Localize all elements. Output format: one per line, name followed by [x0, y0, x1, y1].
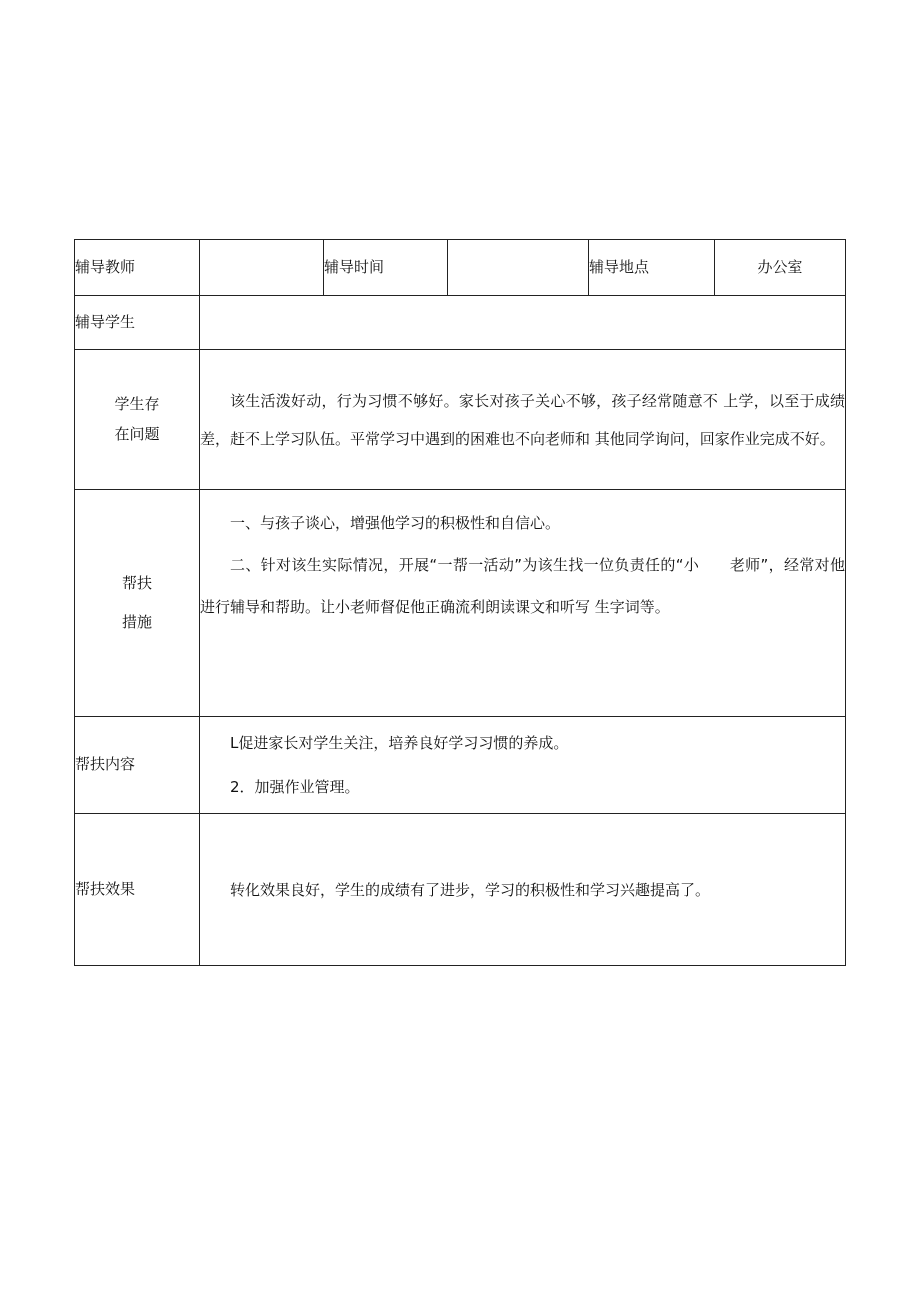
problems-text-cell [200, 350, 846, 490]
problems-row [75, 350, 846, 490]
content-label: 帮扶内容 [75, 717, 200, 814]
measures-item: 一、与孩子谈心，增强他学习的积极性和自信心。 [230, 514, 561, 532]
measures-label [75, 490, 200, 717]
effect-text-cell [200, 814, 846, 966]
content-row [75, 717, 846, 814]
teacher-label: 辅导教师 [75, 240, 200, 296]
effect-text: 转化效果良好，学生的成绩有了进步，学习的积极性和学习兴趣提高了。 [230, 880, 711, 899]
place-label: 辅导地点 [589, 240, 715, 296]
content-text-cell [200, 717, 846, 814]
problems-label-line2: 在问题 [114, 424, 160, 443]
time-value[interactable] [448, 240, 589, 296]
measures-row [75, 490, 846, 717]
content-item: L促进家长对学生关注，培养良好学习习惯的养成。 [230, 734, 569, 752]
measures-label-line2: 措施 [121, 613, 152, 631]
student-value[interactable] [200, 296, 846, 350]
effect-row [75, 814, 846, 966]
place-value[interactable]: 办公室 [715, 240, 846, 296]
measures-text-cell [200, 490, 846, 717]
content-item: 2．加强作业管理。 [230, 778, 360, 796]
student-row [75, 296, 846, 350]
header-row [75, 240, 846, 296]
time-label: 辅导时间 [324, 240, 448, 296]
problems-text: 该生活泼好动，行为习惯不够好。家长对孩子关心不够，孩子经常随意不 上学，以至于成绩差，赶不上学习队伍。平常学习中遇到的困难也不向老师和 其他同学询问，回家作业完成不好。 [200, 391, 845, 448]
problems-label-line1: 学生存 [114, 395, 160, 413]
counseling-record-table [74, 239, 846, 966]
measures-label-line1: 帮扶 [121, 573, 152, 592]
student-label: 辅导学生 [75, 296, 200, 350]
problems-label [75, 350, 200, 490]
teacher-value[interactable] [200, 240, 324, 296]
effect-label: 帮扶效果 [75, 814, 200, 966]
measures-item: 二、针对该生实际情况，开展“一帮一活动”为该生找一位负责任的“小 老师”，经常对他进行辅导和帮助。让小老师督促他正确流利朗读课文和听写 生字词等。 [200, 556, 845, 616]
